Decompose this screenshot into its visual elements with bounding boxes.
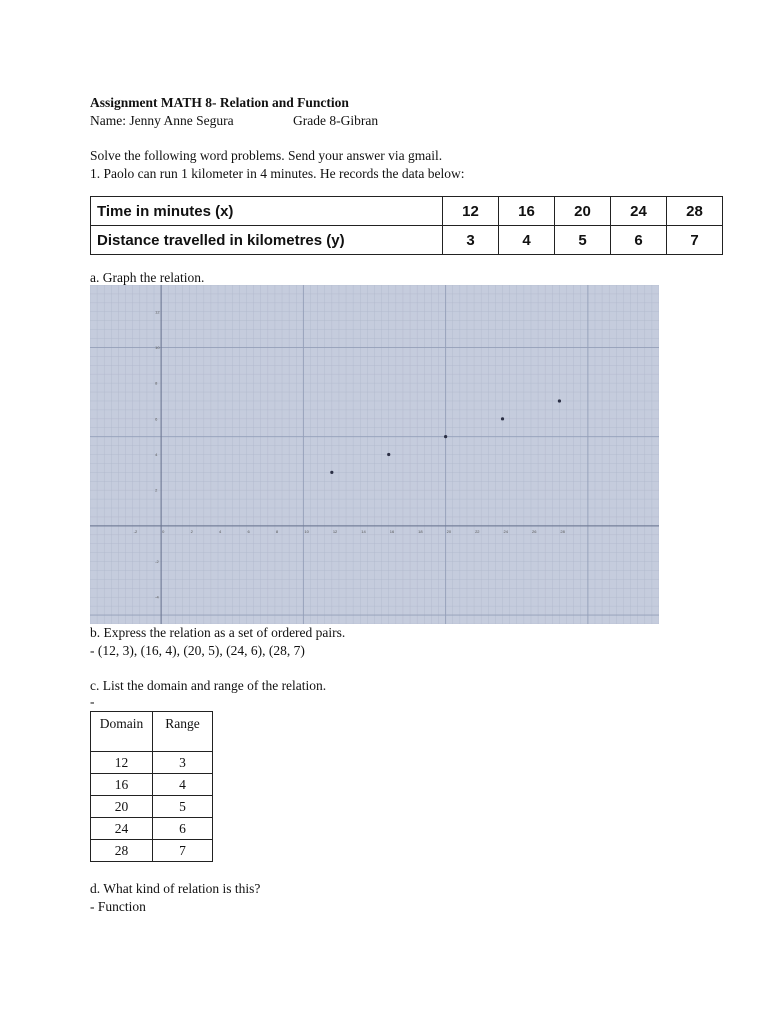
domain-header-cell bbox=[91, 712, 153, 752]
data-point bbox=[558, 399, 561, 402]
data-point bbox=[387, 453, 390, 456]
x-tick-label: 0 bbox=[162, 528, 165, 534]
x-tick-label: 4 bbox=[219, 528, 222, 534]
data-table bbox=[90, 196, 723, 255]
y-tick-label: 12 bbox=[155, 309, 160, 315]
table-cell: 7 bbox=[667, 226, 723, 255]
domain-cell: 24 bbox=[91, 818, 153, 840]
domain-range-table bbox=[90, 711, 213, 862]
x-tick-label: 28 bbox=[560, 528, 565, 534]
y-tick-label: -4 bbox=[155, 594, 159, 600]
part-d-label: d. What kind of relation is this? bbox=[90, 881, 261, 896]
table-row bbox=[91, 818, 213, 840]
table-row bbox=[91, 774, 213, 796]
table-row bbox=[91, 226, 723, 255]
x-tick-label: 6 bbox=[247, 528, 250, 534]
student-grade: Grade 8-Gibran bbox=[293, 113, 379, 128]
table-cell: 16 bbox=[499, 197, 555, 226]
table-row bbox=[91, 840, 213, 862]
x-tick-label: 22 bbox=[475, 528, 480, 534]
x-tick-label: 20 bbox=[446, 528, 452, 534]
y-tick-label: 8 bbox=[155, 380, 158, 386]
table-header-row bbox=[91, 712, 213, 752]
x-tick-label: 14 bbox=[361, 528, 366, 534]
range-cell: 5 bbox=[153, 796, 213, 818]
problem-statement: 1. Paolo can run 1 kilometer in 4 minutes. He records the data below: bbox=[90, 166, 465, 181]
y-tick-label: -2 bbox=[155, 559, 159, 565]
range-cell: 6 bbox=[153, 818, 213, 840]
row-label: Time in minutes (x) bbox=[91, 197, 443, 226]
answer-dash: - bbox=[90, 694, 95, 709]
x-tick-label: 26 bbox=[531, 528, 537, 534]
domain-cell: 28 bbox=[91, 840, 153, 862]
range-cell: 7 bbox=[153, 840, 213, 862]
table-cell: 24 bbox=[611, 197, 667, 226]
y-tick-label: 4 bbox=[155, 452, 158, 457]
range-cell: 4 bbox=[153, 774, 213, 796]
table-row bbox=[91, 796, 213, 818]
part-a-label: a. Graph the relation. bbox=[90, 270, 205, 285]
data-point bbox=[444, 435, 447, 438]
x-tick-label: 18 bbox=[418, 528, 423, 534]
part-b-label: b. Express the relation as a set of ordered pairs. bbox=[90, 625, 346, 640]
domain-cell: 12 bbox=[91, 752, 153, 774]
x-tick-label: 12 bbox=[332, 528, 338, 534]
y-tick-label: 2 bbox=[155, 487, 158, 493]
table-cell: 28 bbox=[667, 197, 723, 226]
data-point bbox=[330, 471, 333, 474]
x-tick-label: 8 bbox=[275, 528, 279, 534]
range-header: Range bbox=[153, 712, 213, 752]
x-tick-label: -2 bbox=[133, 528, 138, 534]
assignment-title: Assignment MATH 8- Relation and Function bbox=[90, 95, 349, 110]
range-cell: 3 bbox=[153, 752, 213, 774]
table-cell: 6 bbox=[611, 226, 667, 255]
table-row bbox=[91, 752, 213, 774]
x-tick-label: 24 bbox=[503, 528, 508, 534]
table-cell: 5 bbox=[555, 226, 611, 255]
part-c-label: c. List the domain and range of the relation. bbox=[90, 678, 327, 693]
data-point bbox=[501, 417, 504, 420]
student-name: Name: Jenny Anne Segura bbox=[90, 113, 234, 128]
table-row bbox=[91, 197, 723, 226]
domain-cell: 16 bbox=[91, 774, 153, 796]
scatter-graph bbox=[90, 285, 659, 624]
domain-cell: 20 bbox=[91, 796, 153, 818]
domain-header: Domain bbox=[99, 716, 144, 731]
row-label: Distance travelled in kilometres (y) bbox=[91, 226, 443, 255]
x-tick-label: 2 bbox=[190, 528, 193, 534]
table-cell: 3 bbox=[443, 226, 499, 255]
table-cell: 20 bbox=[555, 197, 611, 226]
table-cell: 4 bbox=[499, 226, 555, 255]
x-tick-label: 16 bbox=[389, 528, 395, 534]
instructions: Solve the following word problems. Send your answer via gmail. bbox=[90, 148, 443, 163]
y-tick-label: 6 bbox=[155, 416, 158, 422]
ordered-pairs-answer: - (12, 3), (16, 4), (20, 5), (24, 6), (28, 7) bbox=[90, 643, 305, 658]
x-tick-label: 10 bbox=[304, 528, 309, 534]
table-cell: 12 bbox=[443, 197, 499, 226]
function-answer: - Function bbox=[90, 899, 146, 914]
y-tick-label: 10 bbox=[155, 344, 160, 350]
